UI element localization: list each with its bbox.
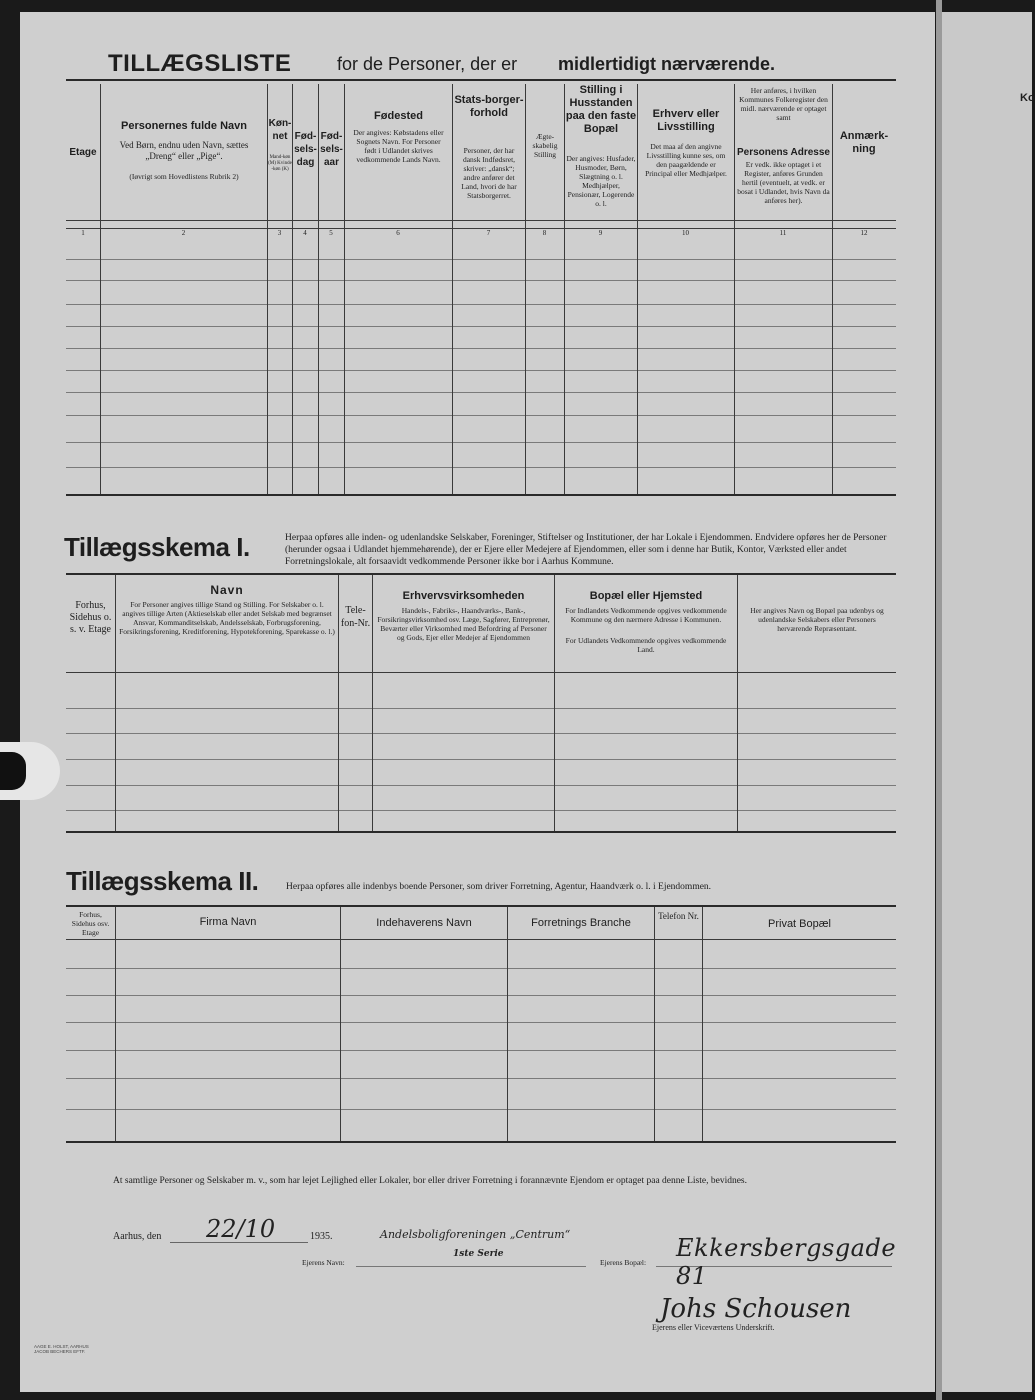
footer-year: 1935.	[310, 1231, 333, 1242]
skema1-title: Tillægsskema I.	[64, 532, 250, 562]
col-number: 11	[779, 229, 787, 237]
col-koen-header: Køn-net	[268, 118, 292, 142]
col-number: 4	[303, 229, 307, 237]
skema1-col-erhverv: Erhvervsvirksomheden	[402, 590, 525, 602]
tillaegsliste-title: TILLÆGSLISTE	[108, 50, 292, 77]
col-statsborger-desc: Personer, der har dansk Indfødsret, skriver: „dansk“; andre anfører det Land, hvori de har Statsborgerret.	[461, 146, 517, 200]
thumb-nail	[0, 752, 26, 790]
skema1-col-bopael: Bopæl eller Hjemsted	[589, 590, 703, 602]
col-number: 3	[277, 229, 282, 237]
skema1-col-etage: Forhus, Sidehus o. s. v. Etage	[69, 600, 112, 635]
skema1-col-repr: Her angives Navn og Bopæl paa udenbys og udenlandske Selskabers eller Personers herværende Repræsentant.	[750, 606, 884, 633]
skema1-col-erhverv-desc: Handels-, Fabriks-, Haandværks-, Bank-, Forsikringsvirksomhed osv. Læge, Sagfører, Entreprenør, Beværter eller Virksomhed med Befordring af Personer og Gods, Ejer eller Medejer af Ejendommen	[377, 606, 550, 642]
signature-handwritten: Johs Schousen	[660, 1294, 852, 1324]
tillaegsliste-subtitle: for de Personer, der er	[337, 54, 518, 74]
col-stilling-desc: Der angives: Husfader, Husmoder, Børn, Slægtning o. l. Medhjælper, Pensionær, Logerende o. l.	[566, 154, 636, 208]
footer-statement: At samtlige Personer og Selskaber m. v., som har lejet Lejlighed eller Lokaler, bor eller driver Forretning i forannævnte Ejendom er optaget paa denne Liste, bevidnes.	[113, 1176, 747, 1186]
skema2-col-branche: Forretnings Branche	[531, 917, 631, 929]
skema2-col-indehaver: Indehaverens Navn	[376, 917, 472, 929]
signature-label: Ejerens eller Viceværtens Underskrift.	[652, 1323, 775, 1332]
tillaegsliste-subtitle-bold: midlertidigt nærværende.	[558, 54, 776, 74]
col-statsborger-header: Stats-borger-forhold	[454, 94, 524, 119]
skema1-col-bopael-desc2: For Udlandets Vedkommende opgives vedkommende Land.	[565, 636, 727, 654]
skema2-col-bopael: Privat Bopæl	[768, 918, 831, 930]
col-aegteskab-header: Ægte-skabelig Stilling	[532, 132, 558, 159]
printer-imprint: AAGE E. HOLST, AARHUS JACOB BECHERS EFTF.	[34, 1344, 89, 1354]
skema2-col-etage: Forhus, Sidehus osv. Etage	[71, 910, 110, 937]
col-number: 2	[181, 229, 186, 237]
col-foedselsaar-header: Fød-sels-aar	[320, 131, 343, 168]
col-foedested-header: Fødested	[374, 110, 423, 122]
col-adresse-header: Personens Adresse	[736, 147, 830, 158]
skema2-intro: Herpaa opføres alle indenbys boende Personer, som driver Forretning, Agentur, Haandværk o. l. i Ejendommen.	[286, 882, 712, 892]
col-etage-header: Etage	[69, 147, 97, 158]
owner-name-label: Ejerens Navn:	[302, 1258, 345, 1267]
col-koen-desc: Mand-køn (M) Kvinde-køn (K)	[268, 155, 292, 172]
adjacent-page-fragment: Ko	[1020, 92, 1035, 104]
col-number: 5	[329, 229, 333, 237]
col-number: 12	[860, 229, 868, 237]
skema2-col-telefon: Telefon Nr.	[658, 911, 699, 921]
col-number: 7	[486, 229, 491, 237]
skema1-col-bopael-desc1: For Indlandets Vedkommende opgives vedkommende Kommune og den nærmere Adresse i Kommunen.	[565, 606, 727, 624]
owner-address-label: Ejerens Bopæl:	[600, 1258, 647, 1267]
col-number: 8	[542, 229, 547, 237]
skema1-col-telefon: Tele-fon-Nr.	[340, 605, 371, 629]
footer-place: Aarhus, den	[113, 1231, 162, 1242]
skema2-title: Tillægsskema II.	[66, 866, 259, 896]
col-number: 10	[682, 229, 689, 237]
col-navn-note: (Iøvrigt som Hovedlistens Rubrik 2)	[129, 172, 239, 181]
owner-stamp-line2: 1ste Serie	[453, 1249, 504, 1259]
owner-address-handwritten: Ekkersbergsgade 81	[676, 1234, 897, 1290]
col-adresse-top: Her anføres, i hvilken Kommunes Folkeregister den midl. nærværende er optaget samt	[739, 86, 828, 122]
owner-stamp-line1: Andelsboligforeningen „Centrum“	[380, 1228, 571, 1241]
col-number: 9	[598, 229, 603, 237]
col-number: 6	[396, 229, 400, 237]
skema1-col-navn: Navn	[210, 583, 244, 597]
skema2-col-firma: Firma Navn	[199, 916, 257, 928]
col-foedselsdag-header: Fød-sels-dag	[294, 131, 317, 168]
col-navn-desc: Ved Børn, endnu uden Navn, sættes „Dreng“ eller „Pige“.	[119, 140, 249, 161]
adjacent-page	[940, 12, 1032, 1392]
page-binding	[936, 0, 942, 1400]
col-stilling-header: Stilling i Husstanden paa den faste Bopæl	[565, 84, 637, 135]
col-number: 1	[81, 229, 85, 237]
col-erhverv-desc: Det maa af den angivne Livsstilling kunne ses, om den paagældende er Principal eller Medhjælper.	[645, 142, 727, 178]
date-handwritten: 22/10	[206, 1215, 276, 1243]
skema1-intro: Herpaa opføres alle inden- og udenlandske Selskaber, Foreninger, Stiftelser og Institutioner, der har Lokale i Ejendommen. Endvidere opføres her de Personer (herunder ogsaa i Udlandet hjemmehørende), der er Ejere eller Medejere af Ejendommen, eller som i denne har Butik, Kontor, Værksted eller andet Forretningslokale, alt forsaavidt vedkommende Personer ikke bor i Aarhus Kommune.	[285, 533, 887, 567]
col-adresse-desc: Er vedk. ikke optaget i et Register, anføres Grunden hertil (eventuelt, at vedk. er bosat i Udlandet, hvis Navn da anføres her).	[737, 160, 830, 205]
col-anmaerkning-header: Anmærk-ning	[839, 130, 889, 155]
col-foedested-desc: Der angives: Købstadens eller Sognets Navn. For Personer født i Udlandet skrives vedkommende Lands Navn.	[353, 128, 444, 164]
skema1-col-navn-desc: For Personer angives tillige Stand og Stilling. For Selskaber o. l. angives tillige Arten (Aktieselskab eller andet Selskab med begrænset Ansvar, Kommanditselskab, Andelsselskab, Forbrugsforening, Forsikringsforening, Kreditforening, Hypotekforening, Sparekasse o. l.)	[119, 600, 335, 636]
col-erhverv-header: Erhverv eller Livsstilling	[652, 108, 720, 133]
census-form-page	[20, 12, 935, 1392]
col-navn-header: Personernes fulde Navn	[121, 120, 247, 132]
